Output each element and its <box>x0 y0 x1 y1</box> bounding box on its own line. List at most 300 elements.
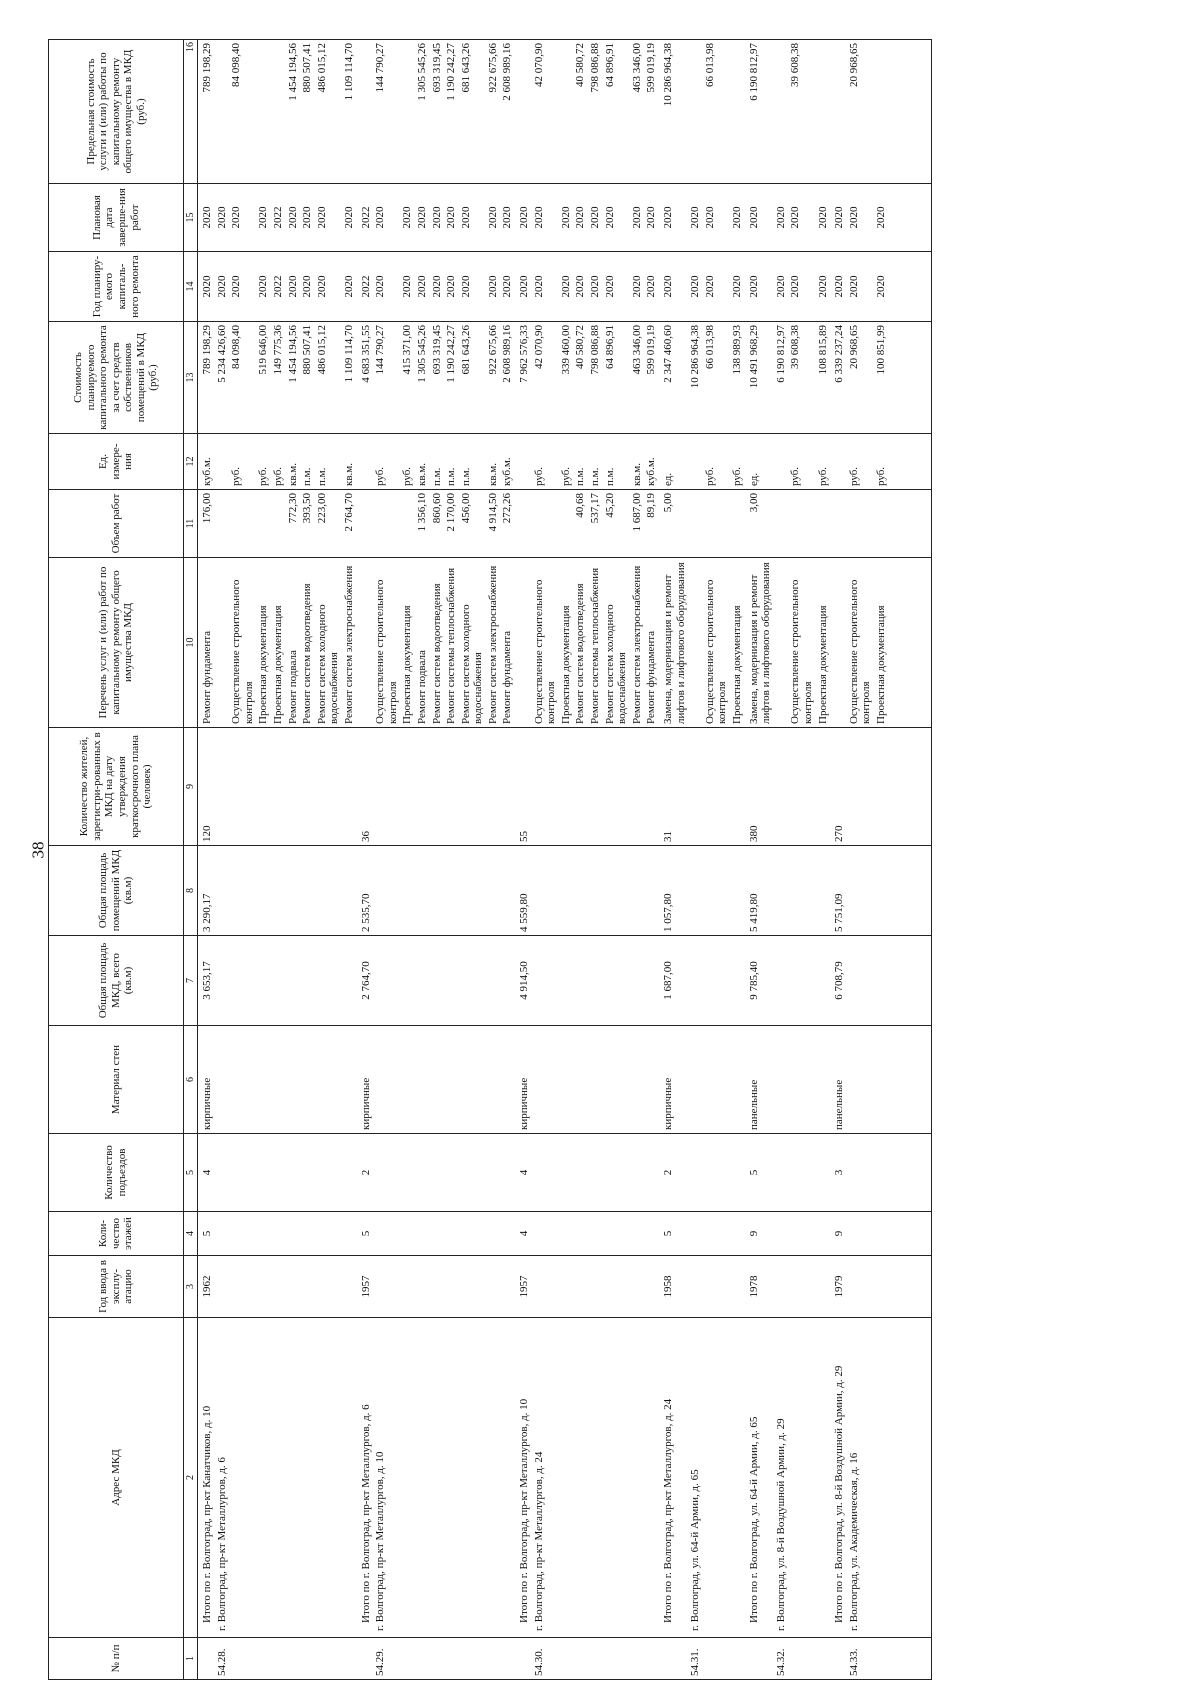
cell-plan-year <box>459 252 486 322</box>
cell-area-total <box>745 936 774 1026</box>
work-type-text: Осуществление строительного контроля <box>532 579 558 724</box>
cell-cost <box>559 322 574 434</box>
cell-row-number <box>315 1638 342 1680</box>
cost-text: 2 347 460,60 <box>662 325 674 383</box>
cost-text: 681 643,26 <box>459 325 472 375</box>
address-text: г. Волгоград, пр-кт Металлургов, д. 6 <box>215 1457 228 1631</box>
cell-wall-material <box>256 1026 271 1134</box>
cell-area-rooms <box>630 846 645 936</box>
residents-text: 270 <box>833 825 846 842</box>
cell-residents <box>573 728 588 846</box>
end-date-text: 2020 <box>603 206 616 229</box>
cell-entrances <box>703 1134 730 1212</box>
cell-limit-cost <box>644 40 659 184</box>
area-rooms-text: 5 419,80 <box>747 893 760 932</box>
cell-floors <box>444 1212 459 1256</box>
wall-material-text: кирпичные <box>201 1077 213 1130</box>
table-row <box>215 40 230 1680</box>
plan-year-text: 2020 <box>401 275 414 298</box>
cell-address <box>444 1318 459 1638</box>
cell-unit <box>486 434 501 490</box>
cell-row-number <box>659 1638 688 1680</box>
cell-unit <box>357 434 374 490</box>
cell-end-date <box>703 184 730 252</box>
table-row <box>459 40 486 1680</box>
cell-work-type <box>198 558 215 728</box>
limit-cost-text: 693 319,45 <box>430 43 443 93</box>
cell-floors <box>847 1212 874 1256</box>
cell-limit-cost <box>444 40 459 184</box>
entrances-text: 4 <box>201 1169 213 1176</box>
floors-text: 5 <box>662 1230 674 1237</box>
cell-end-date <box>357 184 374 252</box>
cell-work-type <box>745 558 774 728</box>
cost-text: 10 286 964,38 <box>689 325 702 389</box>
cell-end-date <box>500 184 515 252</box>
unit-text: кв.м. <box>486 463 499 486</box>
cell-plan-year <box>874 252 889 322</box>
column-number: 14 <box>184 252 198 322</box>
cell-plan-year <box>357 252 374 322</box>
cell-cost <box>745 322 774 434</box>
cell-commission-year <box>788 1256 815 1318</box>
limit-cost-text: 1 305 545,26 <box>415 43 428 101</box>
cell-end-date <box>198 184 215 252</box>
cell-area-rooms <box>400 846 415 936</box>
cell-end-date <box>373 184 400 252</box>
cell-floors <box>745 1212 774 1256</box>
cell-floors <box>256 1212 271 1256</box>
cell-limit-cost <box>816 40 831 184</box>
plan-year-text: 2020 <box>630 275 643 298</box>
cell-end-date <box>532 184 559 252</box>
residents-text: 31 <box>662 831 674 842</box>
cell-residents <box>603 728 630 846</box>
cell-residents <box>342 728 357 846</box>
entrances-text: 2 <box>359 1169 372 1176</box>
cell-work-volume <box>532 490 559 558</box>
cell-limit-cost <box>603 40 630 184</box>
cell-area-total <box>559 936 574 1026</box>
wall-material-text: панельные <box>833 1079 846 1130</box>
cell-wall-material <box>774 1026 789 1134</box>
area-total-text: 4 914,50 <box>518 961 531 1000</box>
table-row <box>515 40 532 1680</box>
cell-work-volume <box>573 490 588 558</box>
cell-plan-year <box>774 252 789 322</box>
cell-area-rooms <box>874 846 889 936</box>
cell-work-volume <box>816 490 831 558</box>
cell-area-total <box>315 936 342 1026</box>
cell-entrances <box>459 1134 486 1212</box>
address-text: г. Волгоград, пр-кт Металлургов, д. 10 <box>374 1451 387 1631</box>
cell-work-type <box>703 558 730 728</box>
cell-end-date <box>847 184 874 252</box>
cell-area-total <box>500 936 515 1026</box>
cell-work-type <box>271 558 286 728</box>
cell-cost <box>573 322 588 434</box>
cell-entrances <box>315 1134 342 1212</box>
cell-work-type <box>644 558 659 728</box>
table-row <box>847 40 874 1680</box>
table-row <box>588 40 603 1680</box>
cell-unit <box>342 434 357 490</box>
empty-cell <box>889 434 932 490</box>
end-date-text: 2020 <box>401 206 414 229</box>
cost-text: 20 968,65 <box>847 325 860 369</box>
cost-text: 486 015,12 <box>315 325 328 375</box>
cell-limit-cost <box>271 40 286 184</box>
cell-address <box>730 1318 745 1638</box>
cell-commission-year <box>256 1256 271 1318</box>
cell-entrances <box>215 1134 230 1212</box>
table-header-row <box>49 40 184 1680</box>
cell-commission-year <box>198 1256 215 1318</box>
column-number: 11 <box>184 490 198 558</box>
cell-end-date <box>659 184 688 252</box>
cell-commission-year <box>271 1256 286 1318</box>
cell-unit <box>459 434 486 490</box>
cell-work-volume <box>373 490 400 558</box>
cell-area-total <box>430 936 445 1026</box>
empty-cell <box>889 558 932 728</box>
cell-residents <box>588 728 603 846</box>
cell-area-rooms <box>816 846 831 936</box>
table-row <box>774 40 789 1680</box>
cell-area-rooms <box>774 846 789 936</box>
column-number: 9 <box>184 728 198 846</box>
cell-address <box>286 1318 301 1638</box>
plan-year-text: 2020 <box>816 275 829 298</box>
cell-area-rooms <box>688 846 703 936</box>
cell-area-total <box>373 936 400 1026</box>
end-date-text: 2020 <box>257 206 270 229</box>
table-row <box>730 40 745 1680</box>
cell-floors <box>788 1212 815 1256</box>
cell-commission-year <box>215 1256 230 1318</box>
column-header: Ед. измере-ния <box>49 434 184 490</box>
cell-commission-year <box>515 1256 532 1318</box>
plan-year-text: 2020 <box>501 275 514 298</box>
cell-area-total <box>198 936 215 1026</box>
work-type-text: Проектная документация <box>816 605 829 724</box>
unit-text: руб. <box>271 466 284 486</box>
cell-area-rooms <box>229 846 256 936</box>
cell-work-volume <box>286 490 301 558</box>
entrances-text: 2 <box>662 1169 674 1176</box>
cell-limit-cost <box>688 40 703 184</box>
cell-cost <box>459 322 486 434</box>
cell-cost <box>415 322 430 434</box>
unit-text: куб.м. <box>201 457 213 486</box>
cell-work-type <box>444 558 459 728</box>
table-row <box>573 40 588 1680</box>
cell-work-volume <box>500 490 515 558</box>
cell-row-number <box>745 1638 774 1680</box>
cell-cost <box>515 322 532 434</box>
unit-text: руб. <box>874 466 887 486</box>
cell-commission-year <box>588 1256 603 1318</box>
cost-text: 693 319,45 <box>430 325 443 375</box>
cell-entrances <box>486 1134 501 1212</box>
unit-text: руб. <box>559 466 572 486</box>
cell-commission-year <box>300 1256 315 1318</box>
entrances-text: 4 <box>518 1169 531 1176</box>
cell-plan-year <box>603 252 630 322</box>
limit-cost-text: 1 454 194,56 <box>286 43 299 101</box>
cell-residents <box>229 728 256 846</box>
plan-year-text: 2020 <box>574 275 587 298</box>
cell-residents <box>215 728 230 846</box>
cell-cost <box>256 322 271 434</box>
unit-text: п.м. <box>603 467 616 486</box>
unit-text: руб. <box>257 466 270 486</box>
capital-repair-table <box>48 39 932 1680</box>
unit-text: п.м. <box>589 467 602 486</box>
cell-end-date <box>573 184 588 252</box>
address-text: Итого по г. Волгоград, пр-кт Металлургов, д. 10 <box>518 1398 531 1623</box>
cell-cost <box>644 322 659 434</box>
plan-year-text: 2020 <box>415 275 428 298</box>
cell-unit <box>532 434 559 490</box>
cell-area-rooms <box>644 846 659 936</box>
plan-year-text: 2020 <box>689 275 702 298</box>
cell-address <box>357 1318 374 1638</box>
cell-residents <box>874 728 889 846</box>
work-volume-text: 272,26 <box>501 493 514 524</box>
cell-work-type <box>229 558 256 728</box>
table-row <box>688 40 703 1680</box>
cost-text: 1 454 194,56 <box>286 325 299 383</box>
cell-floors <box>357 1212 374 1256</box>
column-header: Общая площадь МКД, всего (кв.м) <box>49 936 184 1026</box>
end-date-text: 2020 <box>833 206 846 229</box>
cell-row-number <box>630 1638 645 1680</box>
plan-year-text: 2020 <box>342 275 355 298</box>
cell-commission-year <box>573 1256 588 1318</box>
table-row <box>830 40 847 1680</box>
cell-plan-year <box>515 252 532 322</box>
unit-text: п.м. <box>315 467 328 486</box>
column-number: 13 <box>184 322 198 434</box>
cell-cost <box>271 322 286 434</box>
table-row <box>559 40 574 1680</box>
area-total-text: 3 653,17 <box>201 961 213 1000</box>
residents-text: 120 <box>201 825 213 842</box>
wall-material-text: панельные <box>747 1079 760 1130</box>
unit-text: кв.м. <box>415 463 428 486</box>
column-number: 3 <box>184 1256 198 1318</box>
plan-year-text: 2022 <box>359 275 372 298</box>
cell-work-volume <box>215 490 230 558</box>
cell-area-total <box>644 936 659 1026</box>
cost-text: 922 675,66 <box>486 325 499 375</box>
cell-entrances <box>559 1134 574 1212</box>
cell-work-type <box>573 558 588 728</box>
cost-text: 789 198,29 <box>201 325 213 375</box>
cell-end-date <box>816 184 831 252</box>
cell-plan-year <box>703 252 730 322</box>
cell-unit <box>500 434 515 490</box>
limit-cost-text: 64 896,91 <box>603 43 616 87</box>
table-row <box>271 40 286 1680</box>
cell-plan-year <box>730 252 745 322</box>
cell-work-volume <box>745 490 774 558</box>
cell-area-rooms <box>603 846 630 936</box>
cell-work-type <box>500 558 515 728</box>
cell-row-number <box>357 1638 374 1680</box>
cell-work-type <box>373 558 400 728</box>
cell-residents <box>256 728 271 846</box>
cell-plan-year <box>847 252 874 322</box>
commission-year-text: 1958 <box>662 1275 674 1298</box>
table-row <box>373 40 400 1680</box>
end-date-text: 2020 <box>459 206 472 229</box>
cell-area-rooms <box>315 846 342 936</box>
cell-residents <box>830 728 847 846</box>
cell-residents <box>444 728 459 846</box>
cost-text: 64 896,91 <box>603 325 616 369</box>
cell-wall-material <box>603 1026 630 1134</box>
cell-work-type <box>515 558 532 728</box>
end-date-text: 2020 <box>430 206 443 229</box>
cost-text: 66 013,98 <box>703 325 716 369</box>
limit-cost-text: 599 019,19 <box>645 43 658 93</box>
cost-text: 6 190 812,97 <box>774 325 787 383</box>
table-row <box>430 40 445 1680</box>
cell-wall-material <box>486 1026 501 1134</box>
cell-address <box>415 1318 430 1638</box>
unit-text: п.м. <box>574 467 587 486</box>
unit-text: руб. <box>401 466 414 486</box>
end-date-text: 2020 <box>645 206 658 229</box>
cell-wall-material <box>315 1026 342 1134</box>
empty-cell <box>889 322 932 434</box>
cell-work-volume <box>444 490 459 558</box>
cell-floors <box>730 1212 745 1256</box>
cell-end-date <box>444 184 459 252</box>
cost-text: 5 234 426,60 <box>215 325 228 383</box>
cell-work-type <box>300 558 315 728</box>
column-header: Объем работ <box>49 490 184 558</box>
cell-commission-year <box>688 1256 703 1318</box>
cell-residents <box>659 728 688 846</box>
cell-work-volume <box>659 490 688 558</box>
cell-plan-year <box>373 252 400 322</box>
empty-cell <box>889 252 932 322</box>
cell-area-total <box>415 936 430 1026</box>
cell-wall-material <box>659 1026 688 1134</box>
cell-plan-year <box>198 252 215 322</box>
cell-cost <box>300 322 315 434</box>
address-text: Итого по г. Волгоград, ул. 64-й Армии, д. 65 <box>747 1416 760 1623</box>
cell-area-total <box>459 936 486 1026</box>
work-type-text: Ремонт систем водоотведения <box>301 583 314 724</box>
cell-cost <box>659 322 688 434</box>
cost-text: 599 019,19 <box>645 325 658 375</box>
cell-floors <box>342 1212 357 1256</box>
cost-text: 415 371,00 <box>401 325 414 375</box>
area-total-text: 2 764,70 <box>359 961 372 1000</box>
empty-cell <box>889 184 932 252</box>
cell-entrances <box>573 1134 588 1212</box>
area-rooms-text: 5 751,09 <box>833 893 846 932</box>
cell-end-date <box>315 184 342 252</box>
cell-unit <box>688 434 703 490</box>
work-type-text: Проектная документация <box>271 605 284 724</box>
cell-floors <box>198 1212 215 1256</box>
unit-text: кв.м. <box>286 463 299 486</box>
cell-address <box>532 1318 559 1638</box>
wall-material-text: кирпичные <box>518 1077 531 1130</box>
cell-floors <box>286 1212 301 1256</box>
work-volume-text: 176,00 <box>201 493 213 524</box>
cell-row-number <box>515 1638 532 1680</box>
cell-area-total <box>215 936 230 1026</box>
cell-unit <box>630 434 645 490</box>
end-date-text: 2020 <box>662 206 674 229</box>
cell-entrances <box>688 1134 703 1212</box>
cell-end-date <box>300 184 315 252</box>
cell-work-volume <box>688 490 703 558</box>
cell-limit-cost <box>229 40 256 184</box>
cell-commission-year <box>703 1256 730 1318</box>
area-total-text: 1 687,00 <box>662 961 674 1000</box>
cell-residents <box>788 728 815 846</box>
work-volume-text: 4 914,50 <box>486 493 499 532</box>
cell-end-date <box>215 184 230 252</box>
cell-entrances <box>400 1134 415 1212</box>
cell-cost <box>430 322 445 434</box>
cell-plan-year <box>286 252 301 322</box>
cell-residents <box>688 728 703 846</box>
table-row <box>256 40 271 1680</box>
work-type-text: Проектная документация <box>874 605 887 724</box>
column-header: Количество подъездов <box>49 1134 184 1212</box>
cell-floors <box>703 1212 730 1256</box>
cell-row-number <box>688 1638 703 1680</box>
entrances-text: 3 <box>833 1169 846 1176</box>
cell-work-type <box>430 558 445 728</box>
cell-unit <box>373 434 400 490</box>
cell-area-rooms <box>215 846 230 936</box>
cell-floors <box>688 1212 703 1256</box>
cell-residents <box>430 728 445 846</box>
cell-row-number <box>874 1638 889 1680</box>
cell-work-type <box>256 558 271 728</box>
cell-cost <box>357 322 374 434</box>
cell-plan-year <box>532 252 559 322</box>
floors-text: 5 <box>359 1230 372 1237</box>
cell-work-type <box>630 558 645 728</box>
cell-commission-year <box>415 1256 430 1318</box>
cell-wall-material <box>229 1026 256 1134</box>
cell-cost <box>486 322 501 434</box>
cell-area-rooms <box>847 846 874 936</box>
table-row <box>788 40 815 1680</box>
address-text: Итого по г. Волгоград, ул. 8-й Воздушной Армии, д. 29 <box>833 1365 846 1623</box>
limit-cost-text: 1 190 242,27 <box>445 43 458 101</box>
cell-address <box>315 1318 342 1638</box>
cell-commission-year <box>373 1256 400 1318</box>
empty-cell <box>889 1256 932 1318</box>
cell-wall-material <box>630 1026 645 1134</box>
cell-area-rooms <box>573 846 588 936</box>
cell-work-volume <box>630 490 645 558</box>
cell-row-number <box>300 1638 315 1680</box>
cell-residents <box>644 728 659 846</box>
cell-wall-material <box>830 1026 847 1134</box>
